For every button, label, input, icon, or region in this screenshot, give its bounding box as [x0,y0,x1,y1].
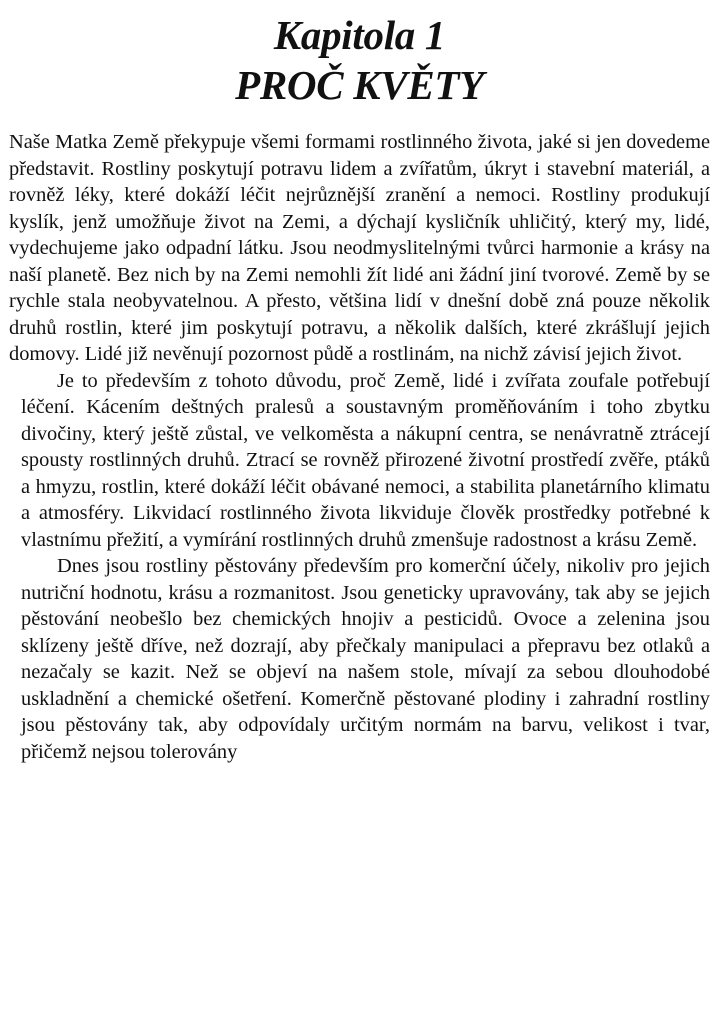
chapter-heading [9,10,710,110]
paragraph-1: Naše Matka Země překypuje všemi formami rostlinného života, jaké si jen dovedeme představit. Rostliny poskytují potravu lidem a zvířatům, úkryt i stavební materiál, a rovněž léky, které dokáží léčit nejrůznější zranění a nemoci. Rostliny produkují kyslík, jenž umožňuje život na Zemi, a dýchají kysličník uhličitý, který my, lidé, vydechujeme jako odpadní látku. Jsou neodmyslitelnými tvůrci harmonie a krásy na naší planetě. Bez nich by na Zemi nemohli žít lidé ani žádní jiní tvorové. Země by se rychle stala neobyvatelnou. A přesto, většina lidí v dnešní době zná pouze několik druhů rostlin, které jim poskytují potravu, a několik dalších, které zkrášlují jejich domovy. Lidé již nevěnují pozornost půdě a rostlinám, na nichž závisí jejich život. [9,131,710,365]
chapter-title: PROČ KVĚTY [235,62,484,108]
chapter-body [9,129,710,765]
chapter-number: Kapitola 1 [273,12,446,58]
paragraph-2: Je to především z tohoto důvodu, proč Země, lidé i zvířata zoufale potřebují léčení. Kácením deštných pralesů a soustavným proměňováním i toho zbytku divočiny, který ještě zůstal, ve velkoměsta a nákupní centra, se nenávratně ztrácejí spousty rostlinných druhů. Ztrací se rovněž přirozené životní prostředí zvěře, ptáků a hmyzu, rostlin, které dokáží léčit obávané nemoci, a stabilita planetárního klimatu a atmosféry. Likvidací rostlinného života likviduje člověk prostředky potřebné k vlastnímu přežití, a vymírání rostlinných druhů zmenšuje radostnost a krásu Země. [21,369,710,551]
paragraph-3: Dnes jsou rostliny pěstovány především pro komerční účely, nikoliv pro jejich nutriční hodnotu, krásu a rozmanitost. Jsou geneticky upravovány, tak aby se jejich pěstování neobešlo bez chemických hnojiv a pesticidů. Ovoce a zelenina jsou sklízeny ještě dříve, než dozrají, aby přečkaly manipulaci a přepravu bez otlaků a nezačaly se kazit. Než se objeví na našem stole, mívají za sebou dlouhodobé uskladnění a chemické ošetření. Komerčně pěstované plodiny i zahradní rostliny jsou pěstovány tak, aby odpovídaly určitým normám na barvu, velikost i tvar, přičemž nejsou tolerovány [21,555,710,763]
